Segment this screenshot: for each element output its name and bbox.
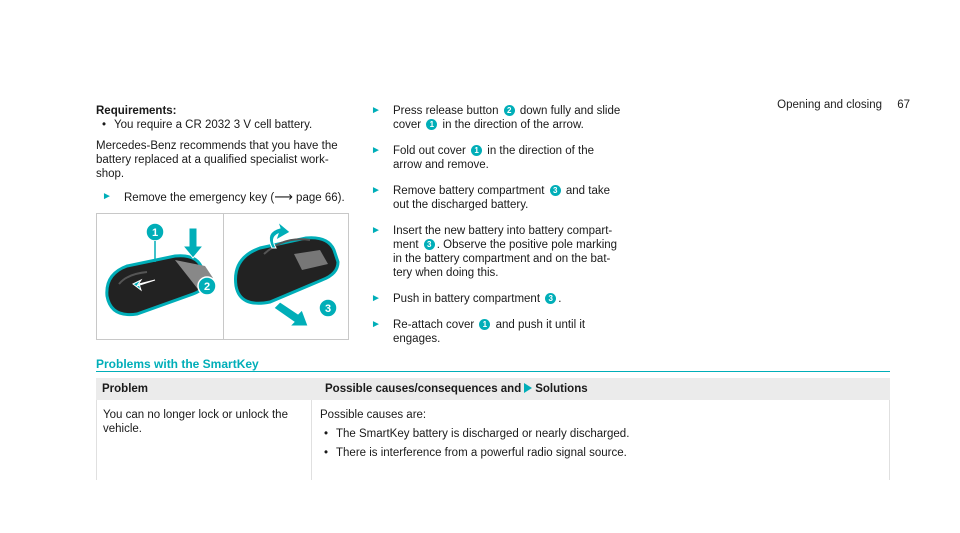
callout-number-icon: 3 bbox=[545, 293, 556, 304]
causes-intro: Possible causes are: bbox=[320, 409, 427, 421]
cause-item: • The SmartKey battery is discharged or nearly discharged. bbox=[324, 428, 630, 440]
step-arrow-icon: ► bbox=[371, 145, 381, 156]
bullet-icon: • bbox=[324, 447, 329, 459]
step-remove-text: Remove the emergency key (⟶ page 66). bbox=[124, 189, 345, 204]
table-row bbox=[96, 400, 890, 480]
requirement-item bbox=[96, 118, 346, 132]
step-insert-battery: ► Insert the new battery into battery compart-ment 3 . Observe the positive pole marking in the battery compartment and on the bat-tery when doing this. bbox=[365, 224, 625, 280]
section-title: Problems with the SmartKey bbox=[96, 357, 259, 371]
page-number: 67 bbox=[897, 99, 910, 111]
step-arrow-icon: ► bbox=[102, 191, 112, 202]
bullet-icon: • bbox=[324, 428, 329, 440]
recommendation-text: Mercedes-Benz recommends that you have the battery replaced at a qualified specialist work-shop. bbox=[96, 140, 338, 180]
callout-number-icon: 1 bbox=[479, 319, 490, 330]
callout-number-icon: 3 bbox=[424, 239, 435, 250]
step-reattach-cover: ► Re-attach cover 1 and push it until it engages. bbox=[365, 318, 625, 346]
left-column bbox=[96, 104, 346, 205]
key-fob-illustration-left bbox=[97, 214, 223, 339]
requirement-text: You require a CR 2032 3 V cell battery. bbox=[114, 119, 313, 131]
table-header-row bbox=[96, 378, 890, 400]
causes-cell bbox=[311, 400, 890, 480]
requirements-title: Requirements: bbox=[96, 105, 177, 117]
page-reference-link[interactable]: page 66). bbox=[296, 192, 345, 204]
step-push-compartment: ► Push in battery compartment 3 . bbox=[365, 292, 625, 306]
section-divider bbox=[96, 371, 890, 372]
figure-label-2: 2 bbox=[203, 281, 211, 293]
callout-number-icon: 3 bbox=[550, 185, 561, 196]
step-remove-compartment: ► Remove battery compartment 3 and take out the discharged battery. bbox=[365, 184, 625, 212]
step-arrow-icon: ► bbox=[371, 185, 381, 196]
key-battery-figure bbox=[96, 213, 349, 340]
step-remove-key bbox=[96, 190, 346, 205]
column-header-causes: Possible causes/consequences and Solutions bbox=[325, 383, 588, 395]
solution-arrow-icon bbox=[524, 383, 532, 393]
step-arrow-icon: ► bbox=[371, 293, 381, 304]
key-fob-illustration-right bbox=[224, 214, 348, 339]
problem-cell: You can no longer lock or unlock the vehicle. bbox=[96, 400, 311, 480]
figure-label-3: 3 bbox=[324, 303, 332, 315]
step-arrow-icon: ► bbox=[371, 319, 381, 330]
step-fold-out-cover: ► Fold out cover 1 in the direction of the arrow and remove. bbox=[365, 144, 625, 172]
callout-number-icon: 2 bbox=[504, 105, 515, 116]
step-press-release: ► Press release button 2 down fully and slide cover 1 in the direction of the arrow. bbox=[365, 104, 625, 132]
problems-table bbox=[96, 378, 890, 480]
page-reference-arrow-icon: ⟶ bbox=[274, 189, 293, 204]
cause-item: • There is interference from a powerful radio signal source. bbox=[324, 447, 627, 459]
bullet-icon: • bbox=[102, 119, 107, 131]
step-arrow-icon: ► bbox=[371, 105, 381, 116]
callout-number-icon: 1 bbox=[471, 145, 482, 156]
right-column bbox=[365, 104, 625, 346]
column-header-problem: Problem bbox=[102, 383, 149, 395]
figure-label-1: 1 bbox=[151, 227, 159, 239]
step-arrow-icon: ► bbox=[371, 225, 381, 236]
callout-number-icon: 1 bbox=[426, 119, 437, 130]
running-header: Opening and closing bbox=[777, 99, 882, 111]
